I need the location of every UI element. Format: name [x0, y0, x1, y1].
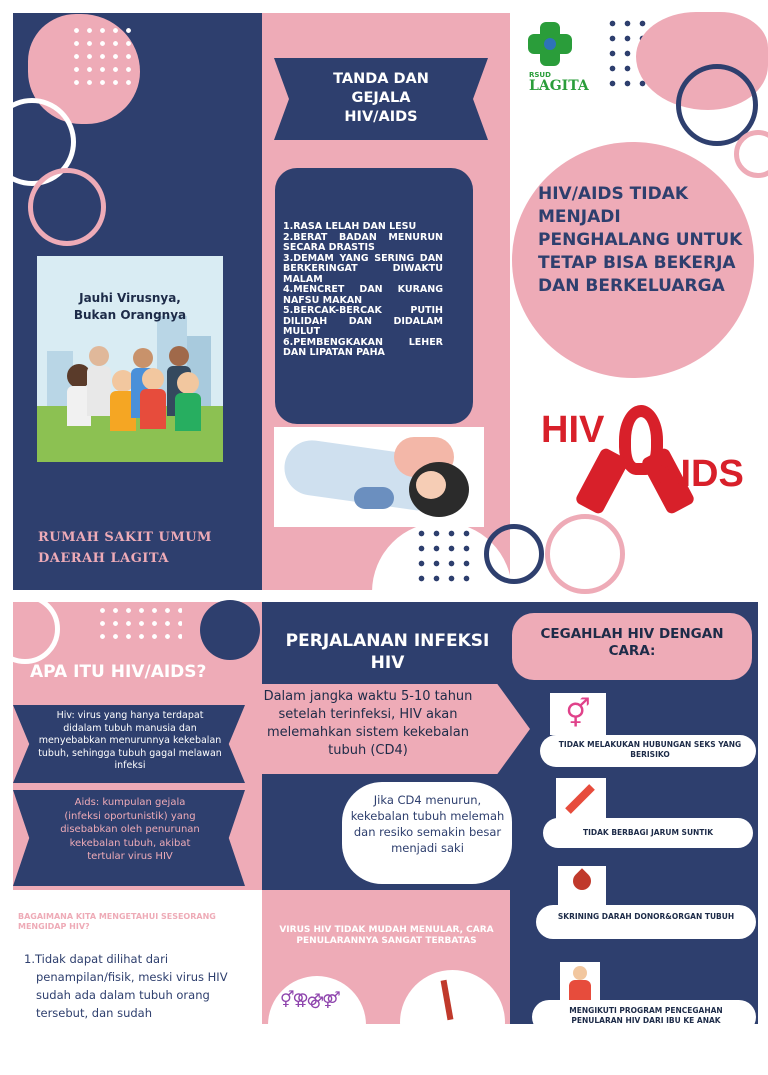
symptom-item: 4.MENCRET DAN KURANG NAFSU MAKAN [283, 284, 443, 306]
symptoms-title: TANDA DAN GEJALA HIV/AIDS [333, 71, 429, 125]
journey-text: Dalam jangka waktu 5-10 tahun setelah terinfeksi, HIV akan melemahkan sistem kekebalan tubuh (CD4) [263, 689, 473, 758]
symptom-item: 2.BERAT BADAN MENURUN SECARA DRASTIS [283, 231, 443, 253]
not-easy-text: VIRUS HIV TIDAK MUDAH MENULAR, CARA PENULARANNYA SANGAT TERBATAS [279, 925, 494, 946]
symptom-item: 3.DEMAM YANG SERING DAN BERKERINGAT DIWAKTU MALAM [283, 252, 443, 285]
prevent-title: CEGAHLAH HIV DENGAN CARA: [540, 626, 724, 659]
prevent-item-pill [536, 905, 756, 939]
illustration-caption: Jauhi Virusnya, Bukan Orangnya [73, 291, 187, 322]
hiv-word: HIV [541, 409, 605, 451]
illustration-people [37, 256, 223, 462]
how-to-know-title: BAGAIMANA KITA MENGETAHUI SESEORANG MENGIDAP HIV? [18, 912, 216, 931]
how-to-know-item: 1.Tidak dapat dilihat dari penampilan/fisik, meski virus HIV sudah ada dalam tubuh orang tersebut, dan sudah [24, 952, 228, 1020]
mother-child-icon [560, 962, 600, 1002]
hiv-aids-logo [527, 395, 752, 515]
prevent-item: SKRINING DARAH DONOR&ORGAN TUBUH [557, 912, 735, 921]
logo-text-small: RSUD [529, 71, 551, 79]
hospital-name: RUMAH SAKIT UMUM DAERAH LAGITA [38, 530, 212, 566]
what-is-hiv-title: APA ITU HIV/AIDS? [30, 662, 207, 682]
sex-symbol-icon: ⚥ [550, 693, 606, 735]
syringe-circle [400, 970, 505, 1075]
symptom-item: 1.RASA LELAH DAN LESU [283, 221, 417, 232]
cd4-text: Jika CD4 menurun, kekebalan tubuh melemah dan resiko semakin besar menjadi saki [350, 793, 505, 855]
illustration-sick-person [274, 427, 484, 527]
prevent-item: TIDAK MELAKUKAN HUBUNGAN SEKS YANG BERISIKO [558, 740, 742, 759]
dot-pattern-decoration [70, 24, 136, 86]
infection-journey-title: PERJALANAN INFEKSI HIV [285, 631, 490, 673]
ring-decoration [28, 168, 106, 246]
aids-word: AIDS [653, 453, 744, 495]
dot-pattern-decoration [414, 526, 478, 588]
navy-blob-decoration [200, 600, 260, 660]
blood-drop-icon [558, 866, 606, 908]
gender-symbols-icon: ⚥⚢⚣⚤ [280, 990, 339, 1009]
prevent-item: TIDAK BERBAGI JARUM SUNTIK [582, 828, 714, 837]
hospital-logo [515, 16, 591, 96]
slogan-text: HIV/AIDS TIDAK MENJADI PENGHALANG UNTUK TETAP BISA BEKERJA DAN BERKELUARGA [538, 184, 743, 296]
logo-text: LAGITA [529, 78, 589, 94]
symptom-item: 5.BERCAK-BERCAK PUTIH DILIDAH DAN DIDALAM MULUT [283, 305, 443, 337]
syringe-icon [556, 778, 606, 820]
hiv-definition: Hiv: virus yang hanya terdapat didalam tubuh manusia dan menyebabkan menurunnya kekebalan tubuh, sehingga tubuh gagal melawan infeksi [38, 710, 222, 771]
prevent-item: MENGIKUTI PROGRAM PENCEGAHAN PENULARAN HIV DARI IBU KE ANAK [569, 1006, 723, 1025]
ring-decoration [545, 514, 625, 594]
ring-decoration [484, 524, 544, 584]
symptoms-list [283, 222, 443, 359]
dot-pattern-decoration [96, 604, 182, 644]
aids-definition: Aids: kumpulan gejala (infeksi oportunistik) yang disebabkan oleh penurunan kekebalan tubuh, akibat tertular virus HIV [60, 797, 200, 862]
symptom-item: 6.PEMBENGKAKAN LEHER DAN LIPATAN PAHA [283, 336, 443, 358]
